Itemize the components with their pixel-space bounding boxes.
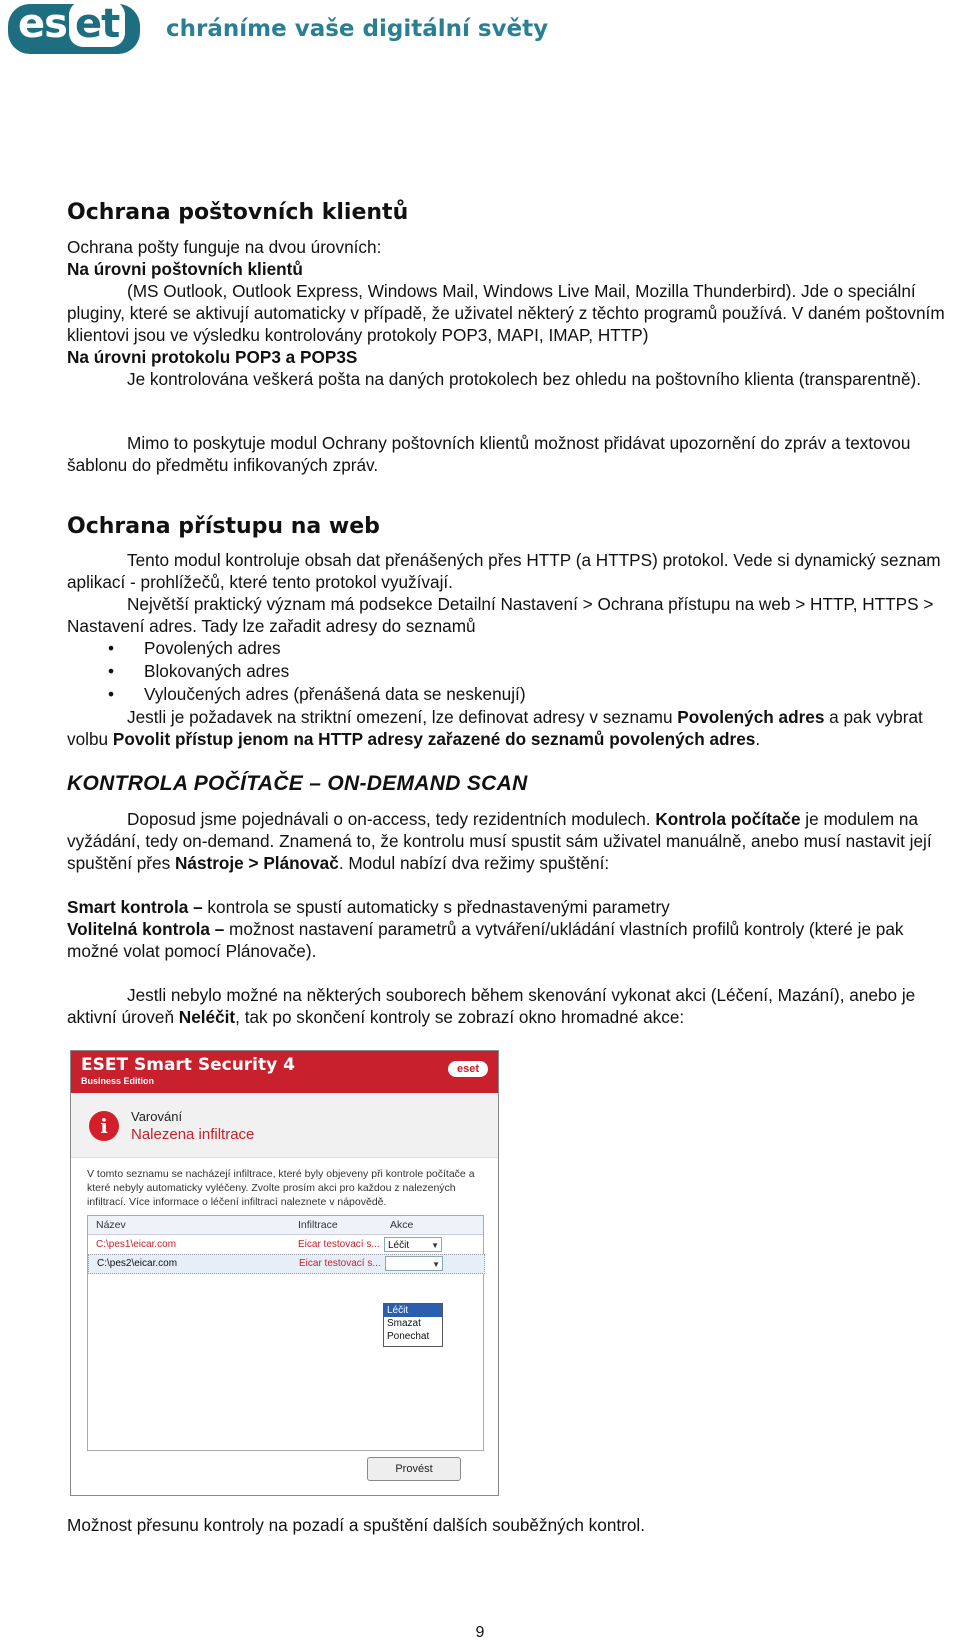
text-smart-scan: Smart kontrola – kontrola se spustí automaticky s přednastavenými parametry	[67, 897, 670, 917]
chevron-down-icon: ▼	[431, 1241, 439, 1250]
action-select[interactable]	[385, 1256, 443, 1271]
row-name: C:\pes1\eicar.com	[96, 1239, 177, 1250]
window-description: V tomto seznamu se nacházejí infiltrace, které byly objeveny při kontrole počítače a které nebyly automaticky vyléčeny. Zvolte prosím akci pro každou z nalezených infiltrací. Více informace o léčení infiltrací naleznete v nápovědě.	[87, 1168, 475, 1208]
page-number: 9	[475, 1624, 485, 1641]
window-subtitle: Business Edition	[81, 1076, 155, 1086]
col-action-header: Akce	[390, 1219, 414, 1231]
text-protocol-level: Na úrovni protokolu POP3 a POP3S	[67, 347, 358, 367]
text-web-para1: Tento modul kontroluje obsah dat přenášených přes HTTP (a HTTPS) protokol. Vede si dynamický seznam aplikací - prohlížečů, které tento protokol využívají.	[67, 550, 941, 592]
row-name: C:\pes2\eicar.com	[97, 1258, 178, 1269]
eset-window-screenshot	[70, 1050, 499, 1496]
text-client-para: (MS Outlook, Outlook Express, Windows Mail, Windows Live Mail, Mozilla Thunderbird). Jde o speciální pluginy, které se aktivují automaticky v případě, že uživatel některý z těchto programů používá. V daném poštovním klientovi jsou ve výsledku kontrolovány protokoly POP3, MAPI, IMAP, HTTP)	[67, 281, 945, 345]
option-cure[interactable]: Léčit	[384, 1304, 442, 1317]
window-logo: eset	[448, 1061, 488, 1077]
warning-subtitle: Nalezena infiltrace	[131, 1126, 255, 1143]
warning-title: Varování	[131, 1109, 183, 1124]
text-protocol-para: Je kontrolována veškerá pošta na daných protokolech bez ohledu na poštovního klienta (transparentně).	[127, 369, 921, 389]
warning-icon: i	[89, 1111, 119, 1141]
col-name-header: Název	[96, 1219, 126, 1231]
window-title: ESET Smart Security 4	[81, 1055, 295, 1075]
window-titlebar	[71, 1051, 498, 1093]
text-web-para2: Největší praktický význam má podsekce Detailní Nastavení > Ochrana přístupu na web > HTTP, HTTPS > Nastavení adres. Tady lze zařadit adresy do seznamů	[67, 594, 934, 636]
text-mail-levels: Ochrana pošty funguje na dvou úrovních:	[67, 237, 382, 257]
execute-button[interactable]: Provést	[367, 1457, 461, 1481]
table-header	[88, 1216, 483, 1235]
text-scan-para1: Doposud jsme pojednávali o on-access, tedy rezidentních modulech. Kontrola počítače je modulem na vyžádání, tedy on-demand. Znamená to, že kontrolu musí spustit sám uživatel manuálně, anebo musí nastavit její spuštění přes Nástroje > Plánovač. Modul nabízí dva režimy spuštění:	[67, 809, 932, 873]
chevron-down-icon: ▼	[432, 1260, 440, 1269]
text-notify-para: Mimo to poskytuje modul Ochrany poštovních klientů možnost přidávat upozornění do zpráv a textovou šablonu do předmětu infikovaných zpráv.	[67, 433, 911, 475]
option-keep[interactable]: Ponechat	[387, 1331, 430, 1342]
table-row[interactable]	[88, 1236, 483, 1254]
list-item: • Blokovaných adres	[108, 661, 290, 681]
eset-logo-text: es et	[18, 1, 125, 47]
action-select[interactable]: Léčit ▼	[384, 1237, 442, 1252]
action-dropdown[interactable]	[383, 1303, 443, 1347]
heading-web-access: Ochrana přístupu na web	[67, 514, 380, 539]
table-row[interactable]	[88, 1254, 485, 1274]
tagline: chráníme vaše digitální světy	[166, 16, 549, 42]
option-delete[interactable]: Smazat	[387, 1318, 421, 1329]
text-custom-scan: Volitelná kontrola – možnost nastavení parametrů a vytváření/ukládání vlastních profilů kontroly (které je pak možné volat pomocí Plánovače).	[67, 919, 904, 961]
col-infiltration-header: Infiltrace	[298, 1219, 338, 1231]
row-infiltration: Eicar testovací s...	[298, 1239, 380, 1250]
text-scan-para2: Jestli nebylo možné na některých souborech během skenování vykonat akci (Léčení, Mazání), anebo je aktivní úroveň Neléčit, tak po skončení kontroly se zobrazí okno hromadné akce:	[67, 985, 916, 1027]
list-item: • Povolených adres	[108, 638, 281, 658]
warning-panel	[71, 1093, 498, 1158]
text-client-level: Na úrovni poštovních klientů	[67, 259, 303, 279]
text-web-para3: Jestli je požadavek na striktní omezení, lze definovat adresy v seznamu Povolených adres a pak vybrat volbu Povolit přístup jenom na HTTP adresy zařazené do seznamů povolených adres.	[67, 707, 923, 749]
list-item: • Vyloučených adres (přenášená data se neskenují)	[108, 684, 526, 704]
row-infiltration: Eicar testovací s...	[299, 1258, 381, 1269]
heading-on-demand-scan: KONTROLA POČÍTAČE – ON-DEMAND SCAN	[67, 772, 528, 795]
caption: Možnost přesunu kontroly na pozadí a spuštění dalších souběžných kontrol.	[67, 1515, 646, 1535]
heading-mail-protection: Ochrana poštovních klientů	[67, 200, 409, 225]
